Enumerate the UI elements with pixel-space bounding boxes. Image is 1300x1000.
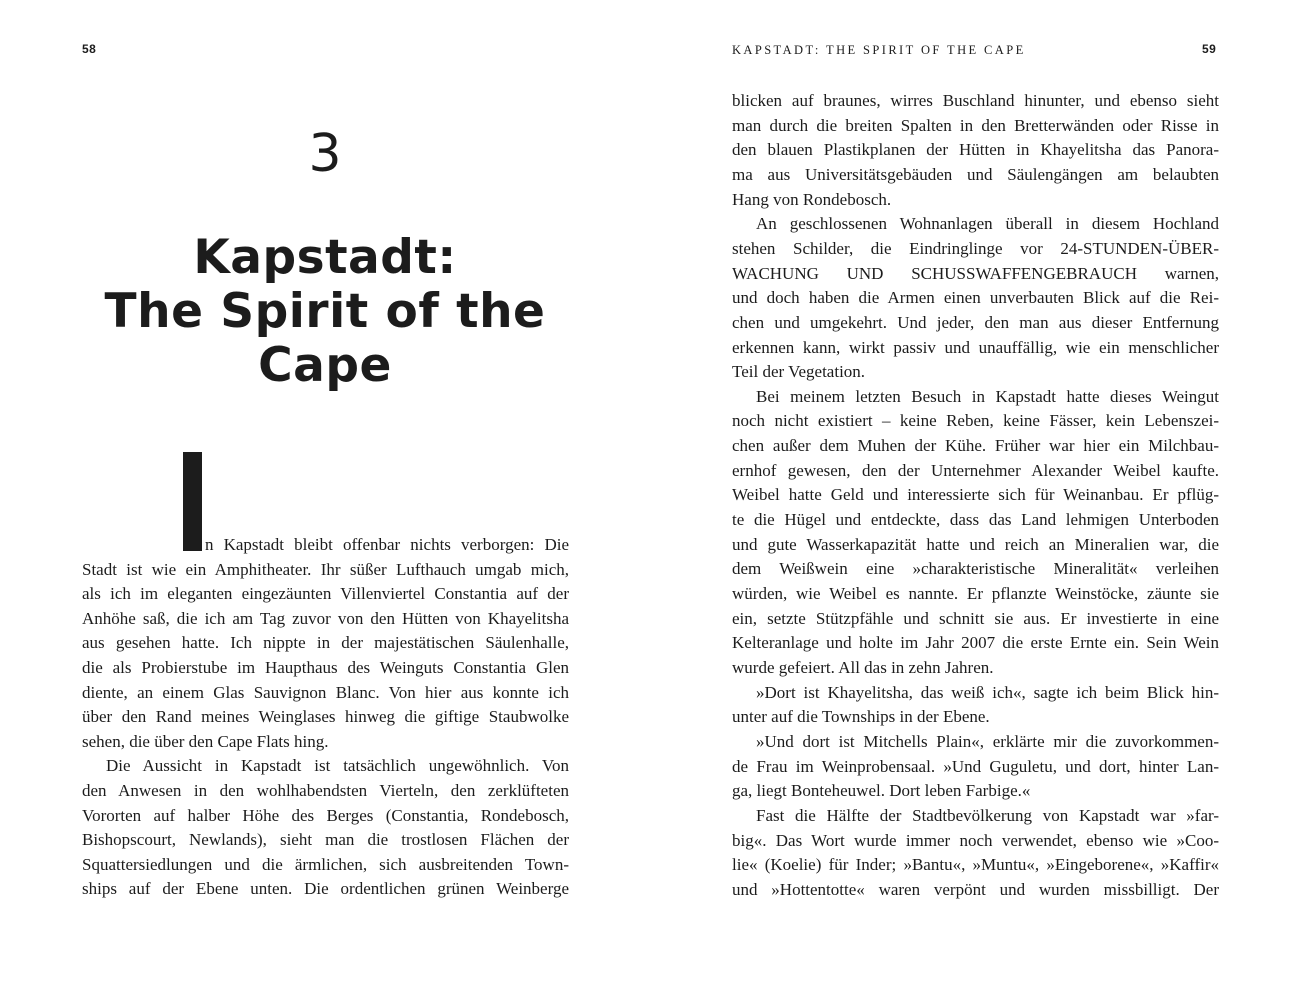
text-line: aus gesehen hatte. Ich nippte in der majestätischen Säulenhalle, [82, 633, 569, 653]
running-head: KAPSTADT: THE SPIRIT OF THE CAPE [732, 43, 1026, 57]
text-line: Kelteranlage und holte im Jahr 2007 die erste Ernte ein. Sein Wein [732, 633, 1219, 653]
text-line: Weibel hatte Geld und interessierte sich für Weinanbau. Er pflüg- [732, 485, 1219, 505]
text-line: n Kapstadt bleibt offenbar nichts verborgen: Die [205, 535, 569, 554]
text-line: und doch haben die Armen einen unverbauten Blick auf die Rei- [732, 288, 1219, 308]
text-line: chen und umgekehrt. Und jeder, den man aus dieser Entfernung [732, 312, 1219, 332]
chapter-title-line: Cape [258, 338, 392, 393]
text-line: Vororten auf halber Höhe des Berges (Constantia, Rondebosch, [82, 805, 569, 825]
chapter-number: 3 [308, 124, 342, 184]
text-line: te die Hügel und entdeckte, dass das Land lehmigen Unterboden [732, 510, 1219, 530]
text-line: big«. Das Wort wurde immer noch verwendet, ebenso wie »Coo- [732, 830, 1219, 850]
drop-cap [183, 452, 202, 551]
text-line: dem Weißwein eine »charakteristische Mineralität« verleihen [732, 559, 1219, 579]
text-line: Fast die Hälfte der Stadtbevölkerung von Kapstadt war »far- [756, 805, 1219, 825]
text-line: Stadt ist wie ein Amphitheater. Ihr süßer Lufthauch umgab mich, [82, 559, 569, 579]
page-number-left: 58 [82, 42, 97, 56]
text-line: und »Hottentotte« waren verpönt und wurden missbilligt. Der [732, 879, 1219, 899]
text-line: den Anwesen in den wohlhabendsten Vierteln, den zerklüfteten [82, 781, 569, 800]
text-line: ernhof gewesen, den der Unternehmer Alexander Weibel kaufte. [732, 460, 1219, 480]
text-line: ships auf der Ebene unten. Die ordentlichen grünen Weinberge [82, 879, 569, 899]
text-line: wurde gefeiert. All das in zehn Jahren. [732, 657, 994, 677]
text-line: ein, setzte Stützpfähle und schnitt sie aus. Er investierte in eine [732, 608, 1219, 628]
text-line: sehen, die über den Cape Flats hing. [82, 731, 329, 751]
text-line: WACHUNG UND SCHUSSWAFFENGEBRAUCH warnen, [732, 263, 1219, 283]
text-line: erkennen kann, wirkt passiv und unauffällig, wie ein menschlicher [732, 337, 1219, 357]
text-line: Squattersiedlungen und die ärmlichen, sich ausbreitenden Town- [82, 854, 569, 874]
text-line: Bishopscourt, Newlands), sieht man die trostlosen Flächen der [82, 830, 569, 850]
text-line: Die Aussicht in Kapstadt ist tatsächlich ungewöhnlich. Von [106, 756, 569, 776]
text-line: unter auf die Townships in der Ebene. [732, 707, 990, 727]
text-line: An geschlossenen Wohnanlagen überall in diesem Hochland [756, 214, 1219, 234]
text-line: noch nicht existiert – keine Reben, keine Fässer, kein Lebenszei- [732, 411, 1219, 431]
text-line: Hang von Rondebosch. [732, 189, 892, 209]
page-number-right: 59 [1202, 42, 1217, 56]
text-line: stehen Schilder, die Eindringlinge vor 24-STUNDEN-ÜBER- [732, 238, 1219, 258]
chapter-title-line: Kapstadt: [193, 230, 457, 285]
chapter-title [82, 231, 568, 393]
text-line: über den Rand meines Weinglases hinweg die giftige Staubwolke [82, 707, 569, 727]
text-line: den blauen Plastikplanen der Hütten in Khayelitsha das Panora- [732, 140, 1219, 160]
text-line: »Und dort ist Mitchells Plain«, erklärte mir die zuvorkommen- [756, 731, 1219, 751]
text-line: ga, liegt Bonteheuwel. Dort leben Farbige.« [732, 781, 1031, 801]
text-line: ma aus Universitätsgebäuden und Säulengängen am belaubten [732, 164, 1219, 184]
text-line: würden, wie Weibel es nannte. Er pflanzte Weinstöcke, zäunte sie [732, 584, 1219, 603]
text-line: blicken auf braunes, wirres Buschland hinunter, und ebenso sieht [732, 91, 1219, 110]
text-line: als ich im eleganten eingezäunten Villenviertel Constantia auf der [82, 584, 569, 604]
text-line: Anhöhe saß, die ich am Tag zuvor von den Hütten von Khayelitsha [82, 608, 569, 628]
text-line: man durch die breiten Spalten in den Bretterwänden oder Risse in [732, 115, 1219, 135]
text-line: de Frau im Weinprobensaal. »Und Guguletu, und dort, hinter Lan- [732, 756, 1219, 776]
text-line: Bei meinem letzten Besuch in Kapstadt hatte dieses Weingut [756, 386, 1219, 406]
chapter-title-line: The Spirit of the [104, 284, 546, 339]
text-line: lie« (Koelie) für Inder; »Bantu«, »Muntu«, »Eingeborene«, »Kaffir« [732, 855, 1219, 875]
text-line: »Dort ist Khayelitsha, das weiß ich«, sagte ich beim Blick hin- [756, 682, 1219, 702]
text-line: chen außer dem Muhen der Kühe. Früher war hier ein Milchbau- [732, 436, 1219, 456]
right-page [650, 0, 1300, 1000]
text-line: und gute Wasserkapazität hatte und reich an Mineralien war, die [732, 534, 1219, 554]
text-line: Teil der Vegetation. [732, 362, 866, 382]
text-line: die als Probierstube im Haupthaus des Weinguts Constantia Glen [82, 658, 569, 677]
text-line: diente, an einem Glas Sauvignon Blanc. Von hier aus konnte ich [82, 682, 569, 702]
